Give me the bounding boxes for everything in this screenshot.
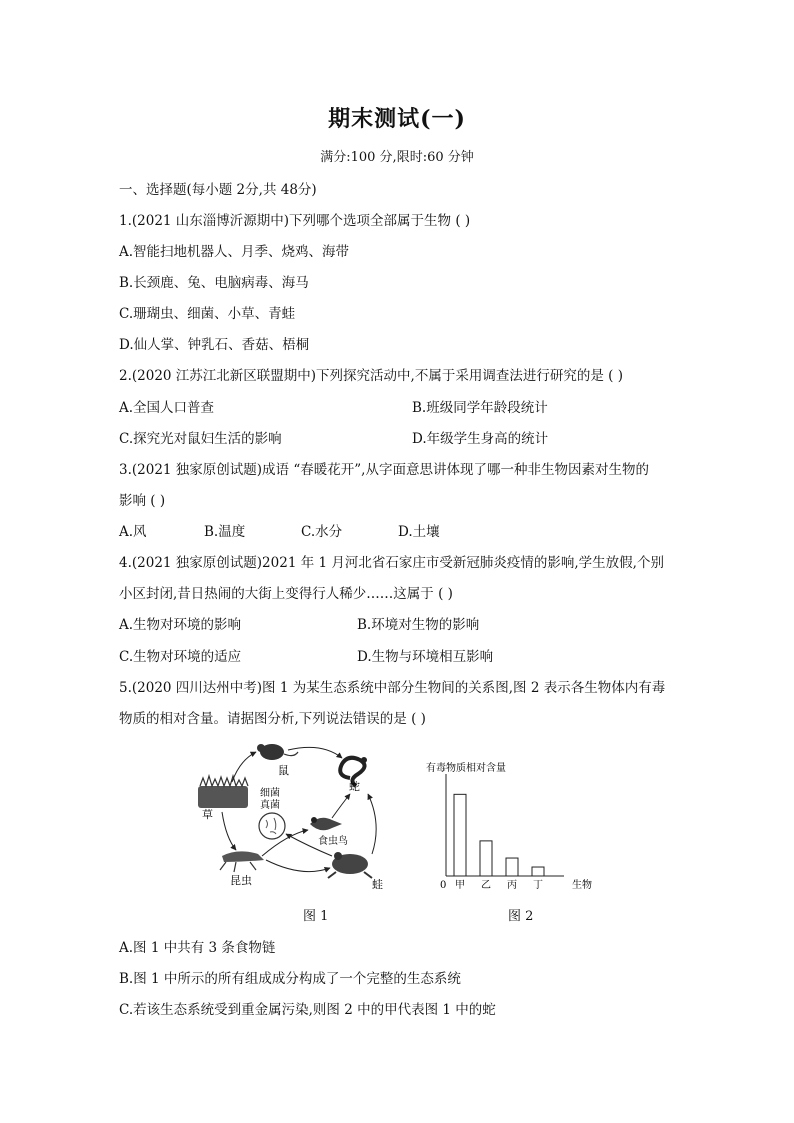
q2-option-d: D.年级学生身高的统计 [412, 431, 549, 447]
bar-0 [454, 794, 466, 876]
q4-stem-line2: 小区封闭,昔日热闹的大街上变得行人稀少……这属于 ( ) [119, 586, 453, 602]
label-bacteria: 细菌 [260, 788, 280, 799]
q3-option-a: A.风 [119, 524, 147, 540]
q5-option-a: A.图 1 中共有 3 条食物链 [119, 940, 276, 956]
food-web-diagram [192, 738, 392, 898]
q3-option-c: C.水分 [301, 524, 343, 540]
x-tick-label-3: 丁 [533, 880, 543, 891]
label-bird: 食虫鸟 [318, 836, 348, 847]
x-tick-label-1: 乙 [481, 880, 491, 891]
label-mouse: 鼠 [278, 764, 289, 777]
q4-option-b: B.环境对生物的影响 [357, 617, 480, 633]
label-fungi: 真菌 [260, 800, 280, 811]
q4-option-c: C.生物对环境的适应 [119, 649, 242, 665]
origin-label: 0 [440, 880, 447, 891]
q2-stem: 2.(2020 江苏江北新区联盟期中)下列探究活动中,不属于采用调查法进行研究的是 ( ) [119, 368, 623, 384]
q3-stem-line2: 影响 ( ) [119, 493, 166, 509]
figure2-caption: 图 2 [508, 909, 534, 924]
q3-stem-line1: 3.(2021 独家原创试题)成语 “春暖花开”,从字面意思讲体现了哪一种非生物因素对生物的 [119, 462, 649, 478]
grass-picture [198, 776, 248, 808]
x-tick-label-2: 丙 [507, 880, 517, 891]
mouse-picture [257, 744, 298, 760]
x-axis-label: 生物 [572, 880, 592, 891]
frog-picture [328, 852, 372, 878]
q5-stem-line1: 5.(2020 四川达州中考)图 1 为某生态系统中部分生物间的关系图,图 2 表示各生物体内有毒 [119, 680, 666, 696]
q5-option-b: B.图 1 中所示的所有组成成分构成了一个完整的生态系统 [119, 971, 461, 987]
bar-3 [532, 867, 544, 876]
q2-option-a: A.全国人口普查 [119, 400, 215, 416]
q1-option-c: C.珊瑚虫、细菌、小草、青蛙 [119, 306, 296, 322]
bar-2 [506, 858, 518, 876]
q2-option-b: B.班级同学年龄段统计 [412, 400, 548, 416]
q1-option-d: D.仙人掌、钟乳石、香菇、梧桐 [119, 337, 310, 353]
q5-stem-line2: 物质的相对含量。请据图分析,下列说法错误的是 ( ) [119, 711, 426, 727]
q3-option-d: D.土壤 [398, 524, 440, 540]
label-snake: 蛇 [349, 780, 360, 793]
label-grass: 草 [202, 808, 213, 821]
q4-option-a: A.生物对环境的影响 [119, 617, 242, 633]
label-frog: 蛙 [372, 878, 383, 891]
figure1-caption: 图 1 [303, 909, 329, 924]
q5-option-c: C.若该生态系统受到重金属污染,则图 2 中的甲代表图 1 中的蛇 [119, 1002, 496, 1018]
bird-picture [310, 817, 342, 830]
page-title: 期末测试(一) [328, 106, 466, 132]
page-subtitle: 满分:100 分,限时:60 分钟 [320, 150, 474, 165]
q1-stem: 1.(2021 山东淄博沂源期中)下列哪个选项全部属于生物 ( ) [119, 213, 471, 229]
y-axis-label: 有毒物质相对含量 [426, 763, 506, 774]
q3-option-b: B.温度 [204, 524, 246, 540]
label-insect: 昆虫 [230, 874, 252, 887]
insect-picture [220, 851, 264, 872]
q4-stem-line1: 4.(2021 独家原创试题)2021 年 1 月河北省石家庄市受新冠肺炎疫情的影响,学生放假,个别 [119, 555, 664, 571]
x-tick-label-0: 甲 [455, 880, 465, 891]
toxin-bar-chart [426, 763, 606, 894]
decomposer-circle-picture [259, 813, 285, 839]
q1-option-b: B.长颈鹿、兔、电脑病毒、海马 [119, 275, 309, 291]
q4-option-d: D.生物与环境相互影响 [357, 649, 494, 665]
bar-1 [480, 841, 492, 876]
section-heading: 一、选择题(每小题 2分,共 48分) [119, 182, 317, 198]
q2-option-c: C.探究光对鼠妇生活的影响 [119, 431, 282, 447]
q1-option-a: A.智能扫地机器人、月季、烧鸡、海带 [119, 244, 350, 260]
